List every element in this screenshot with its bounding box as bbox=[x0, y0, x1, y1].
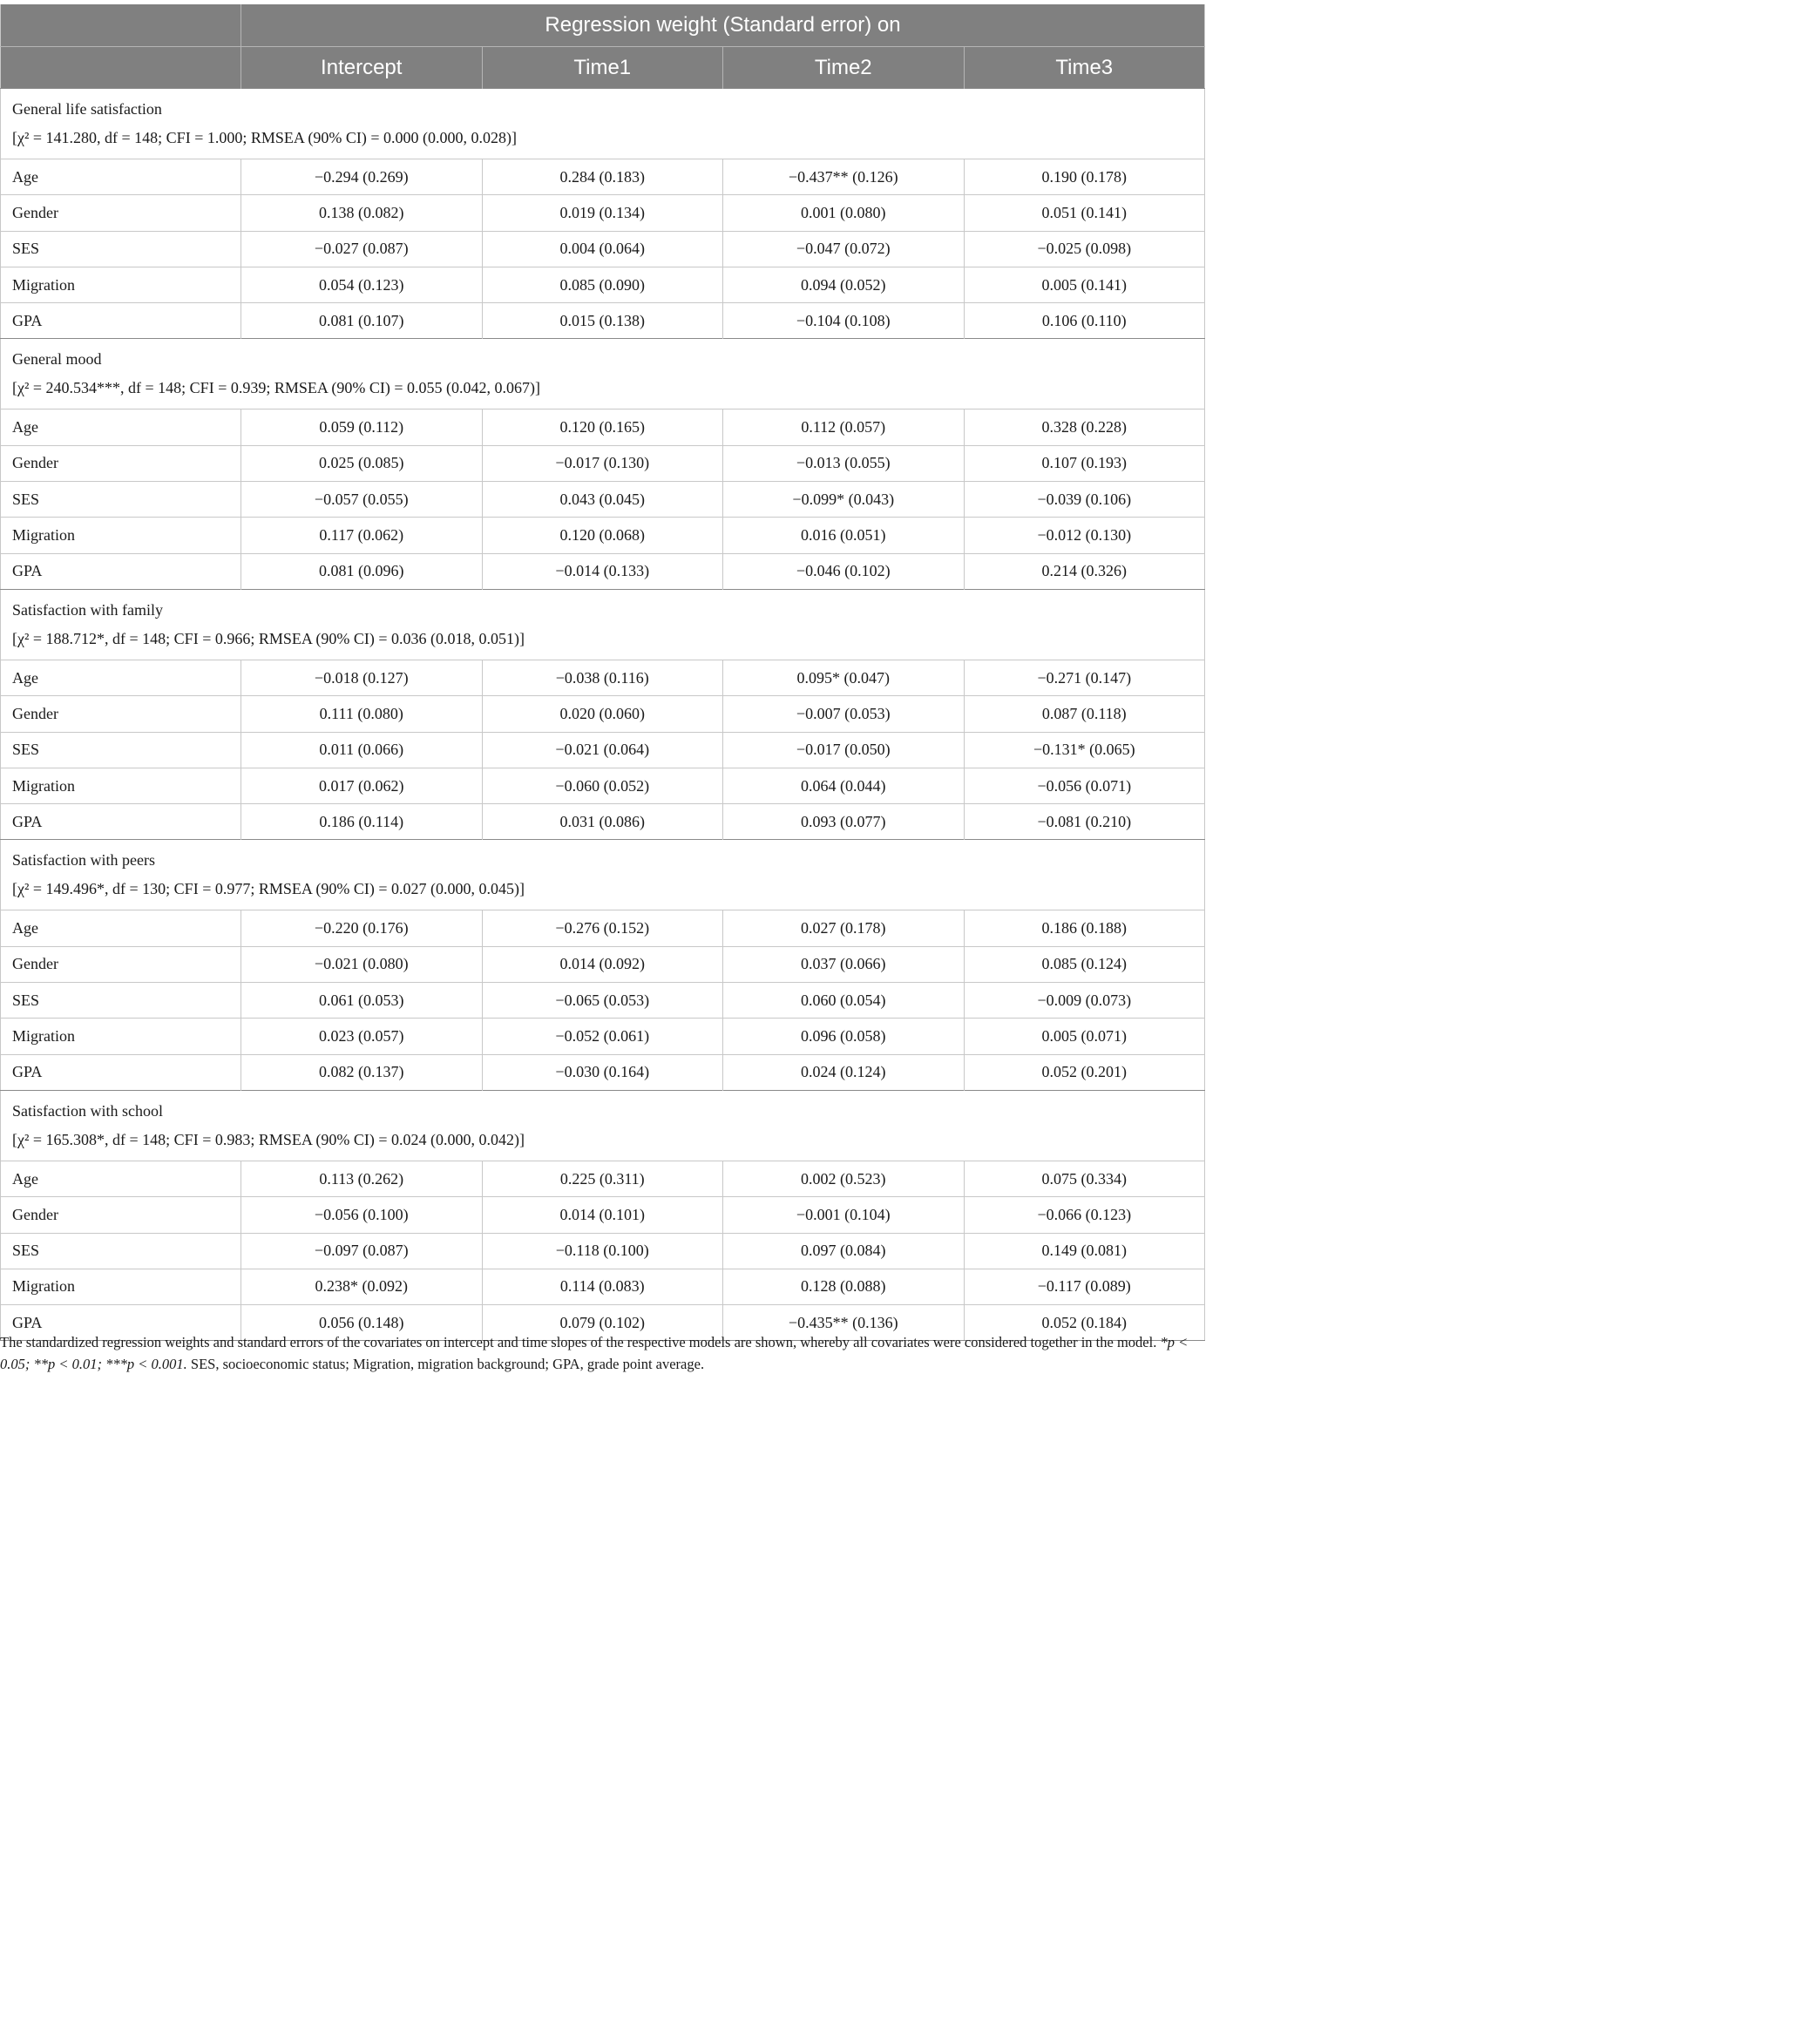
covariate-label: Age bbox=[1, 409, 241, 445]
section-header-row bbox=[1, 589, 1205, 660]
value-cell: 0.138 (0.082) bbox=[241, 195, 483, 231]
covariate-label: Gender bbox=[1, 696, 241, 732]
value-cell: −0.027 (0.087) bbox=[241, 231, 483, 267]
covariate-label: Migration bbox=[1, 267, 241, 302]
value-cell: −0.021 (0.080) bbox=[241, 946, 483, 982]
value-cell: 0.284 (0.183) bbox=[482, 159, 723, 195]
value-cell: 0.024 (0.124) bbox=[723, 1054, 965, 1090]
value-cell: 0.023 (0.057) bbox=[241, 1019, 483, 1054]
value-cell: 0.079 (0.102) bbox=[482, 1305, 723, 1341]
value-cell: −0.099* (0.043) bbox=[723, 482, 965, 518]
value-cell: 0.093 (0.077) bbox=[723, 804, 965, 840]
value-cell: 0.081 (0.096) bbox=[241, 553, 483, 589]
section-header-row bbox=[1, 89, 1205, 159]
value-cell: −0.435** (0.136) bbox=[723, 1305, 965, 1341]
table-row bbox=[1, 482, 1205, 518]
section-header-row bbox=[1, 840, 1205, 910]
value-cell: 0.186 (0.188) bbox=[964, 910, 1205, 946]
covariate-label: GPA bbox=[1, 303, 241, 339]
section-title: General life satisfaction bbox=[12, 100, 162, 118]
section-header-cell bbox=[1, 840, 1205, 910]
value-cell: −0.001 (0.104) bbox=[723, 1197, 965, 1233]
covariate-label: Gender bbox=[1, 195, 241, 231]
table-row bbox=[1, 231, 1205, 267]
table-row bbox=[1, 946, 1205, 982]
value-cell: −0.013 (0.055) bbox=[723, 445, 965, 481]
value-cell: −0.017 (0.050) bbox=[723, 732, 965, 768]
covariate-label: Migration bbox=[1, 1269, 241, 1304]
value-cell: −0.104 (0.108) bbox=[723, 303, 965, 339]
value-cell: 0.190 (0.178) bbox=[964, 159, 1205, 195]
value-cell: −0.056 (0.100) bbox=[241, 1197, 483, 1233]
value-cell: 0.031 (0.086) bbox=[482, 804, 723, 840]
covariate-label: Migration bbox=[1, 768, 241, 803]
value-cell: 0.020 (0.060) bbox=[482, 696, 723, 732]
header-group-title: Regression weight (Standard error) on bbox=[241, 4, 1205, 47]
value-cell: −0.081 (0.210) bbox=[964, 804, 1205, 840]
value-cell: 0.081 (0.107) bbox=[241, 303, 483, 339]
value-cell: 0.120 (0.068) bbox=[482, 518, 723, 553]
covariate-label: Age bbox=[1, 910, 241, 946]
value-cell: 0.014 (0.101) bbox=[482, 1197, 723, 1233]
table-row bbox=[1, 1019, 1205, 1054]
covariate-label: GPA bbox=[1, 553, 241, 589]
value-cell: 0.114 (0.083) bbox=[482, 1269, 723, 1304]
value-cell: 0.075 (0.334) bbox=[964, 1161, 1205, 1196]
value-cell: 0.016 (0.051) bbox=[723, 518, 965, 553]
footnote-p3: ***p < 0.001. bbox=[105, 1355, 187, 1372]
value-cell: −0.066 (0.123) bbox=[964, 1197, 1205, 1233]
value-cell: 0.095* (0.047) bbox=[723, 660, 965, 695]
table-row bbox=[1, 1233, 1205, 1269]
section-title: General mood bbox=[12, 350, 102, 369]
table-row bbox=[1, 1054, 1205, 1090]
section-header-row bbox=[1, 339, 1205, 409]
value-cell: 0.064 (0.044) bbox=[723, 768, 965, 803]
value-cell: 0.052 (0.184) bbox=[964, 1305, 1205, 1341]
value-cell: −0.012 (0.130) bbox=[964, 518, 1205, 553]
value-cell: 0.002 (0.523) bbox=[723, 1161, 965, 1196]
covariate-label: Migration bbox=[1, 518, 241, 553]
covariate-label: GPA bbox=[1, 1054, 241, 1090]
table-row bbox=[1, 1197, 1205, 1233]
section-fit-indices: [χ² = 165.308*, df = 148; CFI = 0.983; RMSEA (90% CI) = 0.024 (0.000, 0.042)] bbox=[12, 1130, 525, 1148]
covariate-label: GPA bbox=[1, 804, 241, 840]
section-fit-indices: [χ² = 240.534***, df = 148; CFI = 0.939; RMSEA (90% CI) = 0.055 (0.042, 0.067)] bbox=[12, 379, 540, 397]
value-cell: 0.054 (0.123) bbox=[241, 267, 483, 302]
value-cell: 0.120 (0.165) bbox=[482, 409, 723, 445]
header-blank-cell bbox=[1, 4, 241, 47]
table-footnote bbox=[0, 1331, 1198, 1375]
value-cell: 0.117 (0.062) bbox=[241, 518, 483, 553]
value-cell: 0.056 (0.148) bbox=[241, 1305, 483, 1341]
value-cell: 0.087 (0.118) bbox=[964, 696, 1205, 732]
section-fit-indices: [χ² = 141.280, df = 148; CFI = 1.000; RMSEA (90% CI) = 0.000 (0.000, 0.028)] bbox=[12, 129, 517, 146]
value-cell: −0.018 (0.127) bbox=[241, 660, 483, 695]
covariate-label: Gender bbox=[1, 445, 241, 481]
section-header-cell bbox=[1, 1090, 1205, 1161]
value-cell: −0.046 (0.102) bbox=[723, 553, 965, 589]
value-cell: 0.005 (0.071) bbox=[964, 1019, 1205, 1054]
footnote-p2: **p < 0.01; bbox=[33, 1355, 103, 1372]
table-row bbox=[1, 553, 1205, 589]
covariate-label: Migration bbox=[1, 1019, 241, 1054]
value-cell: 0.085 (0.124) bbox=[964, 946, 1205, 982]
table-row bbox=[1, 159, 1205, 195]
value-cell: 0.011 (0.066) bbox=[241, 732, 483, 768]
value-cell: −0.017 (0.130) bbox=[482, 445, 723, 481]
covariate-label: SES bbox=[1, 482, 241, 518]
section-header-cell bbox=[1, 89, 1205, 159]
table-row bbox=[1, 445, 1205, 481]
table-row bbox=[1, 696, 1205, 732]
table-row bbox=[1, 1161, 1205, 1196]
header-time2: Time2 bbox=[723, 47, 965, 89]
value-cell: 0.059 (0.112) bbox=[241, 409, 483, 445]
covariate-label: Age bbox=[1, 1161, 241, 1196]
value-cell: −0.118 (0.100) bbox=[482, 1233, 723, 1269]
value-cell: 0.017 (0.062) bbox=[241, 768, 483, 803]
section-title: Satisfaction with school bbox=[12, 1101, 163, 1120]
value-cell: 0.005 (0.141) bbox=[964, 267, 1205, 302]
section-fit-indices: [χ² = 149.496*, df = 130; CFI = 0.977; RMSEA (90% CI) = 0.027 (0.000, 0.045)] bbox=[12, 880, 525, 898]
value-cell: 0.111 (0.080) bbox=[241, 696, 483, 732]
value-cell: 0.113 (0.262) bbox=[241, 1161, 483, 1196]
covariate-label: Age bbox=[1, 159, 241, 195]
table-row bbox=[1, 518, 1205, 553]
value-cell: −0.030 (0.164) bbox=[482, 1054, 723, 1090]
table-body bbox=[1, 89, 1205, 1341]
regression-table bbox=[0, 4, 1205, 1341]
section-title: Satisfaction with family bbox=[12, 600, 163, 619]
covariate-label: Gender bbox=[1, 946, 241, 982]
value-cell: 0.019 (0.134) bbox=[482, 195, 723, 231]
value-cell: 0.082 (0.137) bbox=[241, 1054, 483, 1090]
value-cell: 0.014 (0.092) bbox=[482, 946, 723, 982]
table-row bbox=[1, 660, 1205, 695]
value-cell: −0.014 (0.133) bbox=[482, 553, 723, 589]
value-cell: 0.025 (0.085) bbox=[241, 445, 483, 481]
value-cell: −0.052 (0.061) bbox=[482, 1019, 723, 1054]
value-cell: −0.276 (0.152) bbox=[482, 910, 723, 946]
section-header-cell bbox=[1, 589, 1205, 660]
covariate-label: Gender bbox=[1, 1197, 241, 1233]
value-cell: −0.065 (0.053) bbox=[482, 983, 723, 1019]
covariate-label: SES bbox=[1, 983, 241, 1019]
covariate-label: SES bbox=[1, 732, 241, 768]
value-cell: 0.112 (0.057) bbox=[723, 409, 965, 445]
section-title: Satisfaction with peers bbox=[12, 851, 155, 870]
section-fit-indices: [χ² = 188.712*, df = 148; CFI = 0.966; RMSEA (90% CI) = 0.036 (0.018, 0.051)] bbox=[12, 629, 525, 647]
value-cell: 0.149 (0.081) bbox=[964, 1233, 1205, 1269]
value-cell: −0.047 (0.072) bbox=[723, 231, 965, 267]
value-cell: 0.001 (0.080) bbox=[723, 195, 965, 231]
value-cell: −0.097 (0.087) bbox=[241, 1233, 483, 1269]
value-cell: −0.131* (0.065) bbox=[964, 732, 1205, 768]
value-cell: 0.128 (0.088) bbox=[723, 1269, 965, 1304]
value-cell: 0.052 (0.201) bbox=[964, 1054, 1205, 1090]
section-header-cell bbox=[1, 339, 1205, 409]
covariate-label: SES bbox=[1, 1233, 241, 1269]
value-cell: −0.294 (0.269) bbox=[241, 159, 483, 195]
table-row bbox=[1, 732, 1205, 768]
table-row bbox=[1, 409, 1205, 445]
table-row bbox=[1, 983, 1205, 1019]
footnote-abbreviations: SES, socioeconomic status; Migration, migration background; GPA, grade point average. bbox=[190, 1355, 705, 1372]
value-cell: 0.027 (0.178) bbox=[723, 910, 965, 946]
value-cell: 0.214 (0.326) bbox=[964, 553, 1205, 589]
table-header bbox=[1, 4, 1205, 89]
value-cell: 0.107 (0.193) bbox=[964, 445, 1205, 481]
value-cell: 0.238* (0.092) bbox=[241, 1269, 483, 1304]
header-intercept: Intercept bbox=[241, 47, 483, 89]
covariate-label: Age bbox=[1, 660, 241, 695]
value-cell: −0.057 (0.055) bbox=[241, 482, 483, 518]
value-cell: −0.060 (0.052) bbox=[482, 768, 723, 803]
value-cell: −0.039 (0.106) bbox=[964, 482, 1205, 518]
value-cell: 0.186 (0.114) bbox=[241, 804, 483, 840]
covariate-label: SES bbox=[1, 231, 241, 267]
section-header-row bbox=[1, 1090, 1205, 1161]
value-cell: −0.220 (0.176) bbox=[241, 910, 483, 946]
value-cell: 0.015 (0.138) bbox=[482, 303, 723, 339]
value-cell: 0.106 (0.110) bbox=[964, 303, 1205, 339]
table-row bbox=[1, 303, 1205, 339]
covariate-label: GPA bbox=[1, 1305, 241, 1341]
table-row bbox=[1, 1269, 1205, 1304]
footnote-text: The standardized regression weights and standard errors of the covariates on intercept and time slopes of the respective models are shown, whereby all covariates were considered together in the model. bbox=[0, 1333, 1157, 1350]
value-cell: 0.037 (0.066) bbox=[723, 946, 965, 982]
table-row bbox=[1, 267, 1205, 302]
value-cell: −0.271 (0.147) bbox=[964, 660, 1205, 695]
header-time3: Time3 bbox=[964, 47, 1205, 89]
value-cell: −0.437** (0.126) bbox=[723, 159, 965, 195]
value-cell: 0.328 (0.228) bbox=[964, 409, 1205, 445]
header-time1: Time1 bbox=[482, 47, 723, 89]
value-cell: −0.038 (0.116) bbox=[482, 660, 723, 695]
value-cell: 0.051 (0.141) bbox=[964, 195, 1205, 231]
value-cell: 0.097 (0.084) bbox=[723, 1233, 965, 1269]
value-cell: −0.117 (0.089) bbox=[964, 1269, 1205, 1304]
value-cell: 0.060 (0.054) bbox=[723, 983, 965, 1019]
table-row bbox=[1, 804, 1205, 840]
value-cell: 0.094 (0.052) bbox=[723, 267, 965, 302]
value-cell: 0.004 (0.064) bbox=[482, 231, 723, 267]
table-row bbox=[1, 768, 1205, 803]
value-cell: 0.096 (0.058) bbox=[723, 1019, 965, 1054]
value-cell: −0.007 (0.053) bbox=[723, 696, 965, 732]
value-cell: −0.009 (0.073) bbox=[964, 983, 1205, 1019]
value-cell: −0.025 (0.098) bbox=[964, 231, 1205, 267]
value-cell: −0.021 (0.064) bbox=[482, 732, 723, 768]
footnote-p1: *p < 0.05; bbox=[0, 1333, 1189, 1372]
value-cell: −0.056 (0.071) bbox=[964, 768, 1205, 803]
header-blank-cell bbox=[1, 47, 241, 89]
table-row bbox=[1, 195, 1205, 231]
value-cell: 0.061 (0.053) bbox=[241, 983, 483, 1019]
value-cell: 0.225 (0.311) bbox=[482, 1161, 723, 1196]
table-row bbox=[1, 910, 1205, 946]
value-cell: 0.085 (0.090) bbox=[482, 267, 723, 302]
value-cell: 0.043 (0.045) bbox=[482, 482, 723, 518]
